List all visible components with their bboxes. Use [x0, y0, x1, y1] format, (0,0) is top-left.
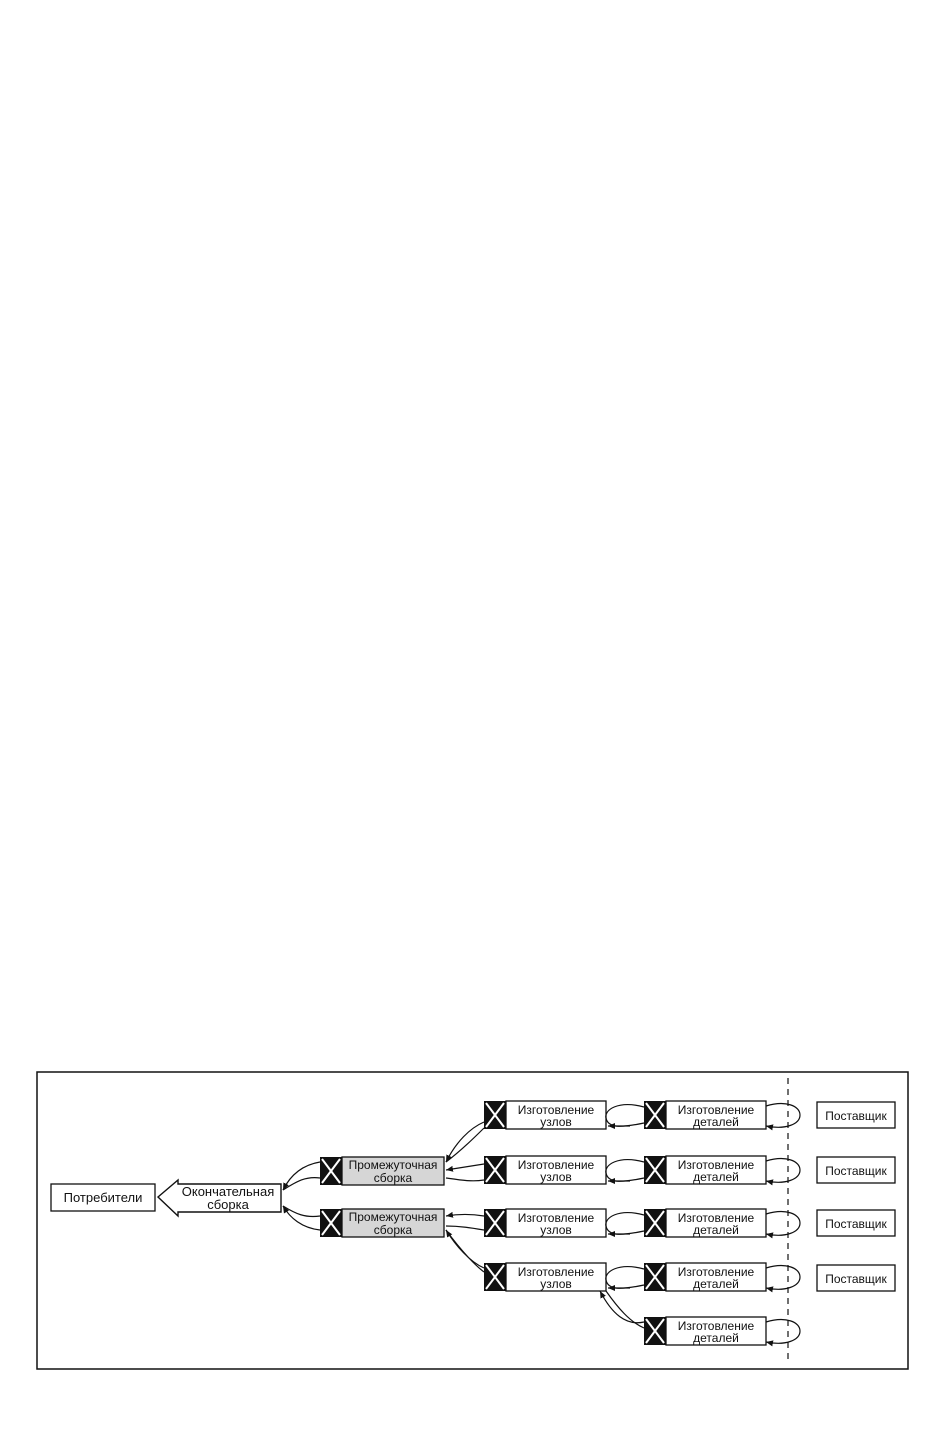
- loop-parts2-supplier: [766, 1159, 800, 1183]
- customers-label: Потребители: [63, 1190, 143, 1205]
- parts-2-label-2: деталей: [693, 1170, 739, 1184]
- subassembly-3: [484, 1209, 606, 1237]
- subassembly-2-label-2: узлов: [540, 1170, 572, 1184]
- loop-inter1-sub2: [446, 1164, 484, 1170]
- subassembly-4-label-2: узлов: [540, 1277, 572, 1291]
- x-box-icon: [320, 1209, 342, 1237]
- loop-sub2-parts2: [606, 1160, 644, 1182]
- x-box-icon: [320, 1157, 342, 1185]
- intermediate-assembly-1-label-2: сборка: [373, 1171, 413, 1185]
- loop-sub4-parts5: [600, 1291, 644, 1323]
- loop-parts4-supplier: [766, 1266, 800, 1290]
- loop-inter1-sub1: [446, 1122, 484, 1162]
- intermediate-assembly-2: [320, 1209, 444, 1237]
- supplier-2-label: Поставщик: [825, 1164, 887, 1178]
- parts-3: [644, 1209, 766, 1237]
- loop-parts3-supplier: [766, 1212, 800, 1236]
- supplier-4-label: Поставщик: [825, 1272, 887, 1286]
- subassembly-4-label-1: Изготовление: [517, 1265, 595, 1279]
- intermediate-assembly-2-label-2: сборка: [373, 1223, 413, 1237]
- parts-1: [644, 1101, 766, 1129]
- intermediate-assembly-1: [320, 1157, 444, 1185]
- x-box-icon: [644, 1263, 666, 1291]
- loop-inter2-sub3: [446, 1215, 484, 1217]
- x-box-icon: [484, 1156, 506, 1184]
- diagram-frame: [37, 1072, 908, 1369]
- parts-4-label-1: Изготовление: [677, 1265, 755, 1279]
- loop-parts5-supplier: [766, 1320, 800, 1344]
- supplier-3-label: Поставщик: [825, 1217, 887, 1231]
- supplier-4: [817, 1265, 895, 1291]
- customers-box: [51, 1184, 155, 1211]
- subassembly-1-label-2: узлов: [540, 1115, 572, 1129]
- subassembly-2: [484, 1156, 606, 1184]
- parts-4: [644, 1263, 766, 1291]
- supplier-1: [817, 1102, 895, 1128]
- parts-1-label-2: деталей: [693, 1115, 739, 1129]
- subassembly-3-label-1: Изготовление: [517, 1211, 595, 1225]
- subassembly-4: [484, 1263, 606, 1291]
- x-box-icon: [644, 1156, 666, 1184]
- parts-1-label-1: Изготовление: [677, 1103, 755, 1117]
- parts-3-label-1: Изготовление: [677, 1211, 755, 1225]
- intermediate-assembly-2-label-1: Промежуточная: [348, 1210, 438, 1224]
- loop-inter2-sub4: [446, 1230, 484, 1268]
- parts-5: [644, 1317, 766, 1345]
- intermediate-assembly-1-label-1: Промежуточная: [348, 1158, 438, 1172]
- x-box-icon: [644, 1209, 666, 1237]
- x-box-icon: [644, 1101, 666, 1129]
- loop-sub3-parts3: [606, 1213, 644, 1235]
- final-assembly-label-2: сборка: [207, 1197, 249, 1212]
- subassembly-1: [484, 1101, 606, 1129]
- parts-5-label-2: деталей: [693, 1331, 739, 1345]
- subassembly-1-label-1: Изготовление: [517, 1103, 595, 1117]
- subassembly-3-label-2: узлов: [540, 1223, 572, 1237]
- x-box-icon: [484, 1263, 506, 1291]
- supplier-2: [817, 1157, 895, 1183]
- loop-parts1-supplier: [766, 1104, 800, 1128]
- parts-5-label-1: Изготовление: [677, 1319, 755, 1333]
- parts-2: [644, 1156, 766, 1184]
- loop-final-inter1: [283, 1162, 320, 1190]
- parts-4-label-2: деталей: [693, 1277, 739, 1291]
- supplier-3: [817, 1210, 895, 1236]
- parts-2-label-1: Изготовление: [677, 1158, 755, 1172]
- loop-sub1-parts1: [606, 1105, 644, 1127]
- final-assembly-label-1: Окончательная: [181, 1184, 275, 1199]
- x-box-icon: [484, 1101, 506, 1129]
- subassembly-2-label-1: Изготовление: [517, 1158, 595, 1172]
- loop-sub4-parts4: [606, 1267, 644, 1289]
- final-assembly-arrow: [158, 1180, 281, 1216]
- x-box-icon: [484, 1209, 506, 1237]
- x-box-icon: [644, 1317, 666, 1345]
- parts-3-label-2: деталей: [693, 1223, 739, 1237]
- supplier-1-label: Поставщик: [825, 1109, 887, 1123]
